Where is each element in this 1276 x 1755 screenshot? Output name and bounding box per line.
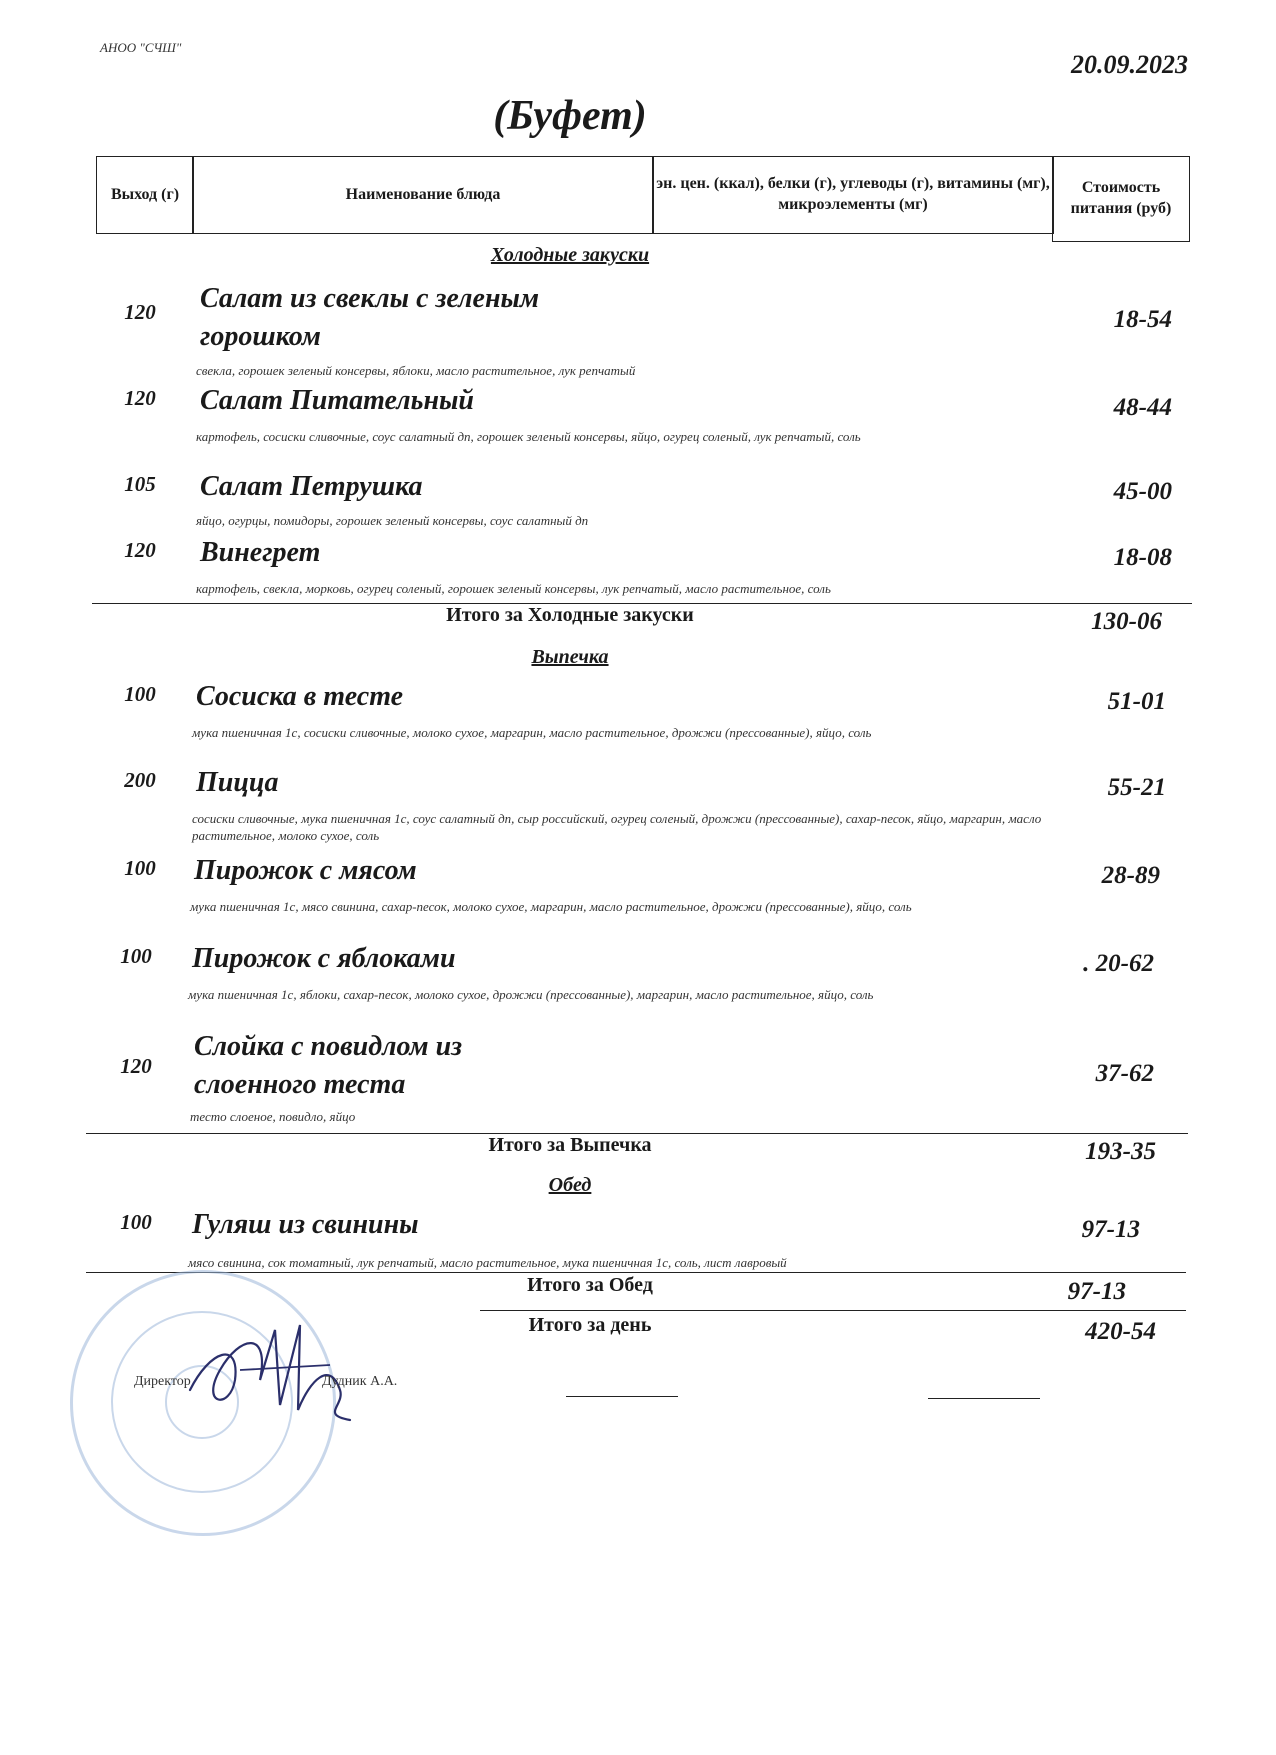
dish-ingredients: свекла, горошек зеленый консервы, яблоки, масло растительное, лук репчатый <box>196 363 636 378</box>
header-weight: Выход (г) <box>96 156 194 234</box>
day-total-value: 420-54 <box>1085 1318 1156 1345</box>
dish-ingredients: картофель, свекла, морковь, огурец соленый, горошек зеленый консервы, лук репчатый, масло растительное, соль <box>196 581 831 596</box>
section-title-bakery: Выпечка <box>531 646 609 668</box>
dish-weight: 120 <box>120 1054 152 1078</box>
dish-price: 18-08 <box>1113 544 1172 571</box>
dish-ingredients: мука пшеничная 1с, сосиски сливочные, молоко сухое, маргарин, масло растительное, дрожжи (прессованные), яйцо, соль <box>192 725 872 740</box>
signature-name: Дудник А.А. <box>322 1374 398 1389</box>
header-dish-name: Наименование блюда <box>192 156 654 234</box>
dish-weight: 120 <box>124 386 156 410</box>
dish-weight: 105 <box>124 472 156 496</box>
section-title-lunch: Обед <box>548 1174 592 1196</box>
dish-ingredients: яйцо, огурцы, помидоры, горошек зеленый консервы, соус салатный дп <box>196 513 589 528</box>
dish-name: Салат Петрушка <box>200 471 423 502</box>
dish-price: . 20-62 <box>1083 950 1154 977</box>
dish-ingredients: картофель, сосиски сливочные, соус салатный дп, горошек зеленый консервы, яйцо, огурец соленый, лук репчатый, соль <box>196 429 861 444</box>
subtotal-value: 97-13 <box>1067 1278 1126 1305</box>
signature-line <box>928 1398 1040 1399</box>
dish-price: 18-54 <box>1113 306 1172 333</box>
subtotal-label: Итого за Холодные закуски <box>446 604 694 626</box>
organization-name: АНОО "СЧШ" <box>100 40 182 55</box>
dish-price: 28-89 <box>1101 862 1160 889</box>
subtotal-value: 130-06 <box>1091 608 1162 635</box>
divider <box>86 1272 1186 1273</box>
dish-name-line: Слойка с повидлом из <box>194 1031 463 1062</box>
dish-price: 48-44 <box>1113 394 1172 421</box>
dish-ingredients: сосиски сливочные, мука пшеничная 1с, соус салатный дп, сыр российский, огурец соленый, дрожжи (прессованные), сахар-песок, яйцо, маргарин, масло растительное, молоко сухое, соль <box>192 811 1042 843</box>
header-nutrition: эн. цен. (ккал), белки (г), углеводы (г), витамины (мг), микроэлементы (мг) <box>652 156 1054 234</box>
menu-date: 20.09.2023 <box>1071 50 1188 79</box>
dish-name-line: слоенного теста <box>194 1069 406 1100</box>
table-header <box>96 156 1190 236</box>
divider <box>480 1310 1186 1311</box>
dish-price: 97-13 <box>1081 1216 1140 1243</box>
section-title-cold: Холодные закуски <box>490 244 650 266</box>
dish-name: Пицца <box>196 767 279 798</box>
subtotal-label: Итого за Выпечка <box>488 1134 652 1156</box>
dish-ingredients: мясо свинина, сок томатный, лук репчатый, масло растительное, мука пшеничная 1с, соль, лист лавровый <box>188 1255 787 1270</box>
dish-weight: 120 <box>124 538 156 562</box>
dish-name: Винегрет <box>200 537 321 568</box>
dish-weight: 100 <box>120 1210 152 1234</box>
dish-name <box>200 280 539 356</box>
dish-name: Сосиска в тесте <box>196 681 404 712</box>
subtotal-value: 193-35 <box>1085 1138 1156 1165</box>
dish-weight: 100 <box>124 856 156 880</box>
day-total-label: Итого за день <box>528 1314 652 1336</box>
page-title: (Буфет) <box>493 93 647 139</box>
header-price: Стоимость питания (руб) <box>1052 156 1190 242</box>
dish-price: 37-62 <box>1095 1060 1154 1087</box>
subtotal-label: Итого за Обед <box>527 1274 653 1296</box>
dish-name: Пирожок с мясом <box>194 855 417 886</box>
dish-weight: 200 <box>124 768 156 792</box>
dish-name: Салат Питательный <box>200 385 474 416</box>
dish-ingredients: мука пшеничная 1с, яблоки, сахар-песок, молоко сухое, дрожжи (прессованные), маргарин, масло растительное, яйцо, соль <box>188 987 874 1002</box>
dish-ingredients: тесто слоеное, повидло, яйцо <box>190 1109 356 1124</box>
dish-name-line: Салат из свеклы с зеленым <box>200 283 540 314</box>
dish-price: 55-21 <box>1107 774 1166 801</box>
dish-name: Пирожок с яблоками <box>192 943 456 974</box>
dish-name-line: горошком <box>200 321 321 352</box>
dish-weight: 100 <box>120 944 152 968</box>
dish-name <box>194 1028 462 1104</box>
dish-weight: 100 <box>124 682 156 706</box>
signature-line <box>566 1396 678 1397</box>
dish-name: Гуляш из свинины <box>192 1209 419 1240</box>
dish-price: 45-00 <box>1113 478 1172 505</box>
dish-weight: 120 <box>124 300 156 324</box>
signature-role: Директор <box>134 1374 191 1389</box>
dish-price: 51-01 <box>1107 688 1166 715</box>
dish-ingredients: мука пшеничная 1с, мясо свинина, сахар-песок, молоко сухое, маргарин, масло растительное, дрожжи (прессованные), яйцо, соль <box>190 899 912 914</box>
